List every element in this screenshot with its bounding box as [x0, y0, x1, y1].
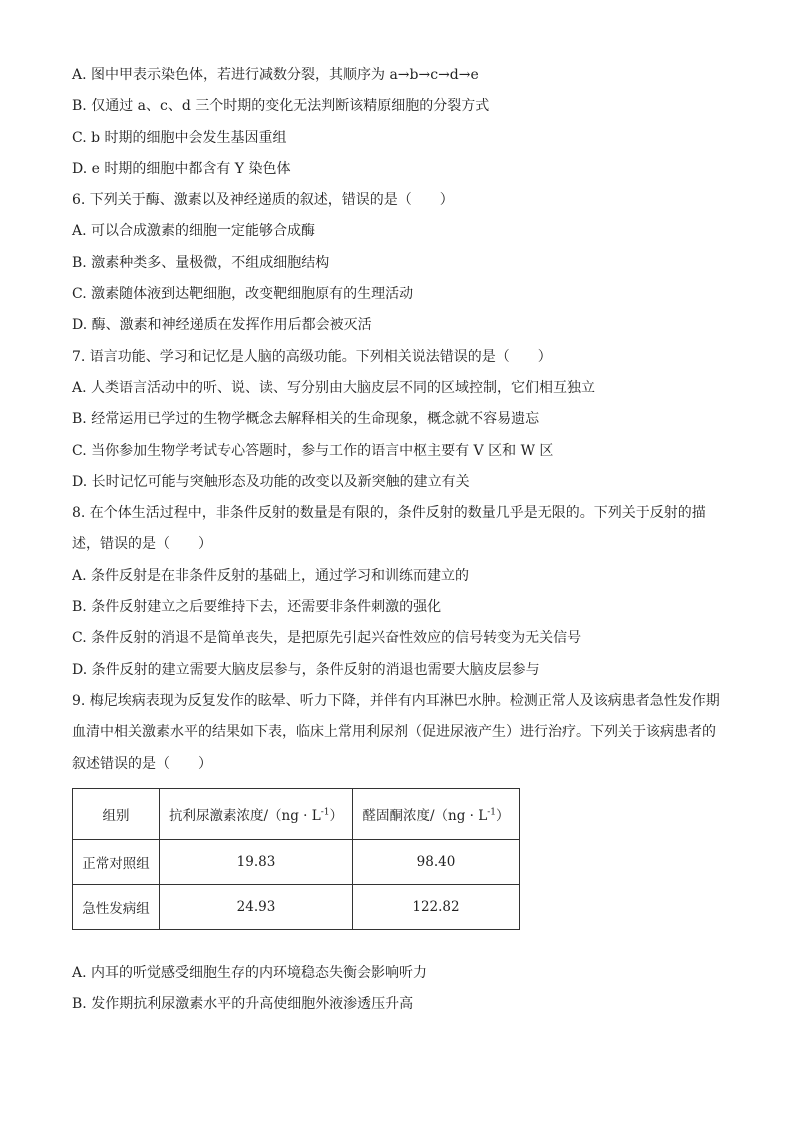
q8-option-d: D. 条件反射的建立需要大脑皮层参与，条件反射的消退也需要大脑皮层参与: [72, 661, 540, 678]
q8-stem-line2: 述，错误的是（ ）: [72, 536, 212, 553]
table-header-row: [73, 788, 520, 839]
cell-group: 急性发病组: [73, 884, 160, 929]
header-ald-close: ）: [496, 807, 510, 824]
exam-page: [72, 62, 732, 1022]
q9-options: [72, 960, 732, 1023]
table-row: [73, 884, 520, 929]
q7-option-d: D. 长时记忆可能与突触形态及功能的改变以及新突触的建立有关: [72, 473, 470, 490]
q6-option-d: D. 酶、激素和神经递质在发挥作用后都会被灭活: [72, 317, 372, 334]
cell-ald: 122.82: [353, 884, 520, 929]
q9-option-a: A. 内耳的听觉感受细胞生存的内环境稳态失衡会影响听力: [72, 964, 428, 981]
q6-option-c: C. 激素随体液到达靶细胞，改变靶细胞原有的生理活动: [72, 286, 414, 303]
q6-stem: 6. 下列关于酶、激素以及神经递质的叙述，错误的是（ ）: [72, 192, 454, 209]
cell-adh: 24.93: [160, 884, 353, 929]
q8-option-b: B. 条件反射建立之后要维持下去，还需要非条件刺激的强化: [72, 599, 442, 616]
q7-option-c: C. 当你参加生物学考试专心答题时，参与工作的语言中枢主要有 V 区和 W 区: [72, 442, 554, 459]
cell-adh: 19.83: [160, 839, 353, 884]
q9-stem-line3: 叙述错误的是（ ）: [72, 755, 212, 772]
q9-option-b: B. 发作期抗利尿激素水平的升高使细胞外液渗透压升高: [72, 996, 414, 1013]
header-group: 组别: [73, 788, 160, 839]
header-ald-text: 醛固酮浓度/（ng · L: [362, 807, 488, 824]
cell-ald: 98.40: [353, 839, 520, 884]
header-ald: [353, 788, 520, 839]
q5-option-a: A. 图中甲表示染色体，若进行减数分裂，其顺序为 a→b→c→d→e: [72, 67, 479, 83]
q6-option-b: B. 激素种类多、量极微，不组成细胞结构: [72, 254, 330, 271]
q7-option-a: A. 人类语言活动中的听、说、读、写分别由大脑皮层不同的区域控制，它们相互独立: [72, 379, 596, 396]
q9-stem-line1: 9. 梅尼埃病表现为反复发作的眩晕、听力下降，并伴有内耳淋巴水肿。检测正常人及该病患者急性发作期: [72, 692, 720, 709]
q6-option-a: A. 可以合成激素的细胞一定能够合成酶: [72, 223, 316, 240]
table-row: [73, 839, 520, 884]
cell-group: 正常对照组: [73, 839, 160, 884]
q8-option-a: A. 条件反射是在非条件反射的基础上，通过学习和训练而建立的: [72, 567, 470, 584]
hormone-table: [72, 788, 520, 930]
q7-option-b: B. 经常运用已学过的生物学概念去解释相关的生命现象，概念就不容易遗忘: [72, 411, 540, 428]
q5-option-c: C. b 时期的细胞中会发生基因重组: [72, 129, 287, 146]
q9-stem-line2: 血清中相关激素水平的结果如下表，临床上常用利尿剂（促进尿液产生）进行治疗。下列关于该病患者的: [72, 724, 716, 741]
header-adh-text: 抗利尿激素浓度/（ng · L: [168, 807, 321, 824]
header-ald-sup: -1: [487, 807, 496, 818]
header-adh: [160, 788, 353, 839]
header-adh-sup: -1: [320, 807, 330, 818]
q5-option-d: D. e 时期的细胞中都含有 Y 染色体: [72, 160, 291, 177]
q8-stem-line1: 8. 在个体生活过程中，非条件反射的数量是有限的，条件反射的数量几乎是无限的。下列关于反射的描: [72, 505, 706, 522]
q5-option-b: B. 仅通过 a、c、d 三个时期的变化无法判断该精原细胞的分裂方式: [72, 98, 490, 115]
header-adh-close: ）: [329, 807, 343, 824]
q8-option-c: C. 条件反射的消退不是简单丧失，是把原先引起兴奋性效应的信号转变为无关信号: [72, 630, 582, 647]
q7-stem: 7. 语言功能、学习和记忆是人脑的高级功能。下列相关说法错误的是（ ）: [72, 348, 552, 365]
